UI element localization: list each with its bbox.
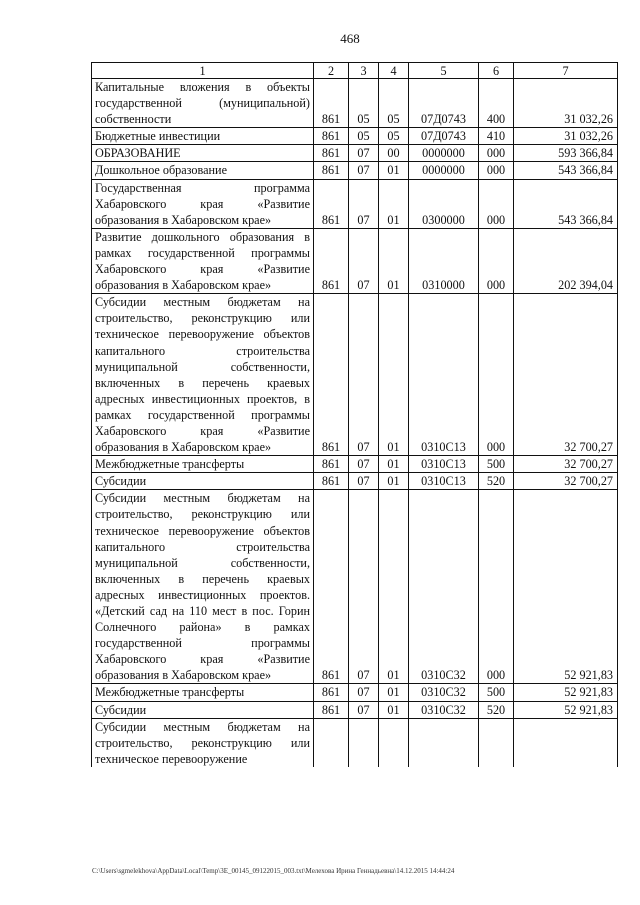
row-section-code: 07 — [349, 456, 379, 473]
row-section-code: 07 — [349, 294, 379, 456]
table-header-row — [92, 63, 618, 79]
row-target-article: 0310С13 — [409, 294, 479, 456]
row-expense-type: 500 — [479, 684, 514, 701]
row-target-article: 0000000 — [409, 145, 479, 162]
table-row — [92, 228, 618, 293]
row-expense-type: 500 — [479, 456, 514, 473]
row-section-code: 07 — [349, 228, 379, 293]
row-name: ОБРАЗОВАНИЕ — [92, 145, 314, 162]
row-ministry-code: 861 — [314, 701, 349, 718]
row-amount: 543 366,84 — [514, 179, 618, 228]
row-section-code: 05 — [349, 79, 379, 128]
column-header: 1 — [92, 63, 314, 79]
row-subsection-code: 00 — [379, 145, 409, 162]
row-amount: 31 032,26 — [514, 128, 618, 145]
column-header: 6 — [479, 63, 514, 79]
row-ministry-code: 861 — [314, 79, 349, 128]
row-name: Государственная программа Хабаровского края «Развитие образования в Хабаровском крае» — [92, 179, 314, 228]
row-subsection-code: 01 — [379, 179, 409, 228]
row-target-article — [409, 718, 479, 767]
row-expense-type: 000 — [479, 228, 514, 293]
row-amount: 52 921,83 — [514, 701, 618, 718]
row-ministry-code: 861 — [314, 128, 349, 145]
row-amount — [514, 718, 618, 767]
row-section-code: 07 — [349, 162, 379, 179]
row-target-article: 0310С32 — [409, 701, 479, 718]
row-name: Субсидии — [92, 701, 314, 718]
row-amount: 52 921,83 — [514, 684, 618, 701]
column-header: 4 — [379, 63, 409, 79]
table-row — [92, 179, 618, 228]
table-row — [92, 456, 618, 473]
row-section-code: 05 — [349, 128, 379, 145]
row-subsection-code: 01 — [379, 490, 409, 684]
row-ministry-code: 861 — [314, 228, 349, 293]
row-name: Дошкольное образование — [92, 162, 314, 179]
row-expense-type: 520 — [479, 701, 514, 718]
table-row — [92, 79, 618, 128]
row-amount: 202 394,04 — [514, 228, 618, 293]
row-subsection-code: 01 — [379, 162, 409, 179]
page-number: 468 — [340, 31, 360, 46]
row-subsection-code — [379, 718, 409, 767]
row-section-code: 07 — [349, 684, 379, 701]
row-name: Капитальные вложения в объекты государственной (муниципальной) собственности — [92, 79, 314, 128]
row-section-code: 07 — [349, 701, 379, 718]
row-ministry-code — [314, 718, 349, 767]
row-target-article: 07Д0743 — [409, 128, 479, 145]
row-amount: 32 700,27 — [514, 473, 618, 490]
row-amount: 52 921,83 — [514, 490, 618, 684]
row-amount: 593 366,84 — [514, 145, 618, 162]
row-subsection-code: 05 — [379, 79, 409, 128]
row-name: Субсидии местным бюджетам на строительство, реконструкцию или техническое перевооружение объектов капитального строительства муниципальной собственности, включенных в перечень краевых адресных инвестиционных проектов. «Детский сад на 110 мест в пос. Горин Солнечного района» в рамках государственной программы Хабаровского края «Развитие образования в Хабаровском крае» — [92, 490, 314, 684]
row-target-article: 0310С32 — [409, 684, 479, 701]
table-row — [92, 128, 618, 145]
row-amount: 31 032,26 — [514, 79, 618, 128]
row-section-code: 07 — [349, 473, 379, 490]
row-expense-type: 400 — [479, 79, 514, 128]
row-amount: 32 700,27 — [514, 456, 618, 473]
row-ministry-code: 861 — [314, 162, 349, 179]
column-header: 7 — [514, 63, 618, 79]
row-name: Межбюджетные трансферты — [92, 456, 314, 473]
row-expense-type — [479, 718, 514, 767]
row-target-article: 07Д0743 — [409, 79, 479, 128]
row-subsection-code: 01 — [379, 228, 409, 293]
row-section-code: 07 — [349, 145, 379, 162]
row-ministry-code: 861 — [314, 490, 349, 684]
row-expense-type: 000 — [479, 145, 514, 162]
column-header: 3 — [349, 63, 379, 79]
column-header: 5 — [409, 63, 479, 79]
row-ministry-code: 861 — [314, 684, 349, 701]
row-expense-type: 000 — [479, 162, 514, 179]
table-row — [92, 162, 618, 179]
row-subsection-code: 01 — [379, 473, 409, 490]
column-header: 2 — [314, 63, 349, 79]
row-section-code — [349, 718, 379, 767]
row-ministry-code: 861 — [314, 473, 349, 490]
row-subsection-code: 01 — [379, 456, 409, 473]
row-expense-type: 000 — [479, 294, 514, 456]
table-row — [92, 684, 618, 701]
row-amount: 32 700,27 — [514, 294, 618, 456]
row-expense-type: 520 — [479, 473, 514, 490]
row-target-article: 0310С13 — [409, 473, 479, 490]
row-target-article: 0310С13 — [409, 456, 479, 473]
row-amount: 543 366,84 — [514, 162, 618, 179]
row-target-article: 0000000 — [409, 162, 479, 179]
row-expense-type: 000 — [479, 179, 514, 228]
row-ministry-code: 861 — [314, 179, 349, 228]
table-row — [92, 490, 618, 684]
table-row — [92, 701, 618, 718]
table-row — [92, 145, 618, 162]
row-ministry-code: 861 — [314, 145, 349, 162]
row-expense-type: 000 — [479, 490, 514, 684]
file-path-footer: C:\Users\sgmelekhova\AppData\Local\Temp\3E_00145_09122015_003.txt\Мелехова Ирина Геннадьевна\14.12.2015 14:44:24 — [92, 867, 455, 875]
row-subsection-code: 01 — [379, 684, 409, 701]
row-name: Развитие дошкольного образования в рамках государственной программы Хабаровского края «Развитие образования в Хабаровском крае» — [92, 228, 314, 293]
row-name: Субсидии местным бюджетам на строительство, реконструкцию или техническое перевооружение — [92, 718, 314, 767]
row-subsection-code: 05 — [379, 128, 409, 145]
row-subsection-code: 01 — [379, 294, 409, 456]
row-name: Субсидии — [92, 473, 314, 490]
table-row — [92, 473, 618, 490]
row-expense-type: 410 — [479, 128, 514, 145]
budget-table — [91, 62, 618, 767]
table-row — [92, 294, 618, 456]
table-row — [92, 718, 618, 767]
row-subsection-code: 01 — [379, 701, 409, 718]
row-section-code: 07 — [349, 179, 379, 228]
row-section-code: 07 — [349, 490, 379, 684]
row-ministry-code: 861 — [314, 294, 349, 456]
row-ministry-code: 861 — [314, 456, 349, 473]
row-target-article: 0300000 — [409, 179, 479, 228]
row-name: Межбюджетные трансферты — [92, 684, 314, 701]
row-target-article: 0310000 — [409, 228, 479, 293]
row-name: Субсидии местным бюджетам на строительство, реконструкцию или техническое перевооружение объектов капитального строительства муниципальной собственности, включенных в перечень краевых адресных инвестиционных проектов, в рамках государственной программы Хабаровского края «Развитие образования в Хабаровском крае» — [92, 294, 314, 456]
row-name: Бюджетные инвестиции — [92, 128, 314, 145]
row-target-article: 0310С32 — [409, 490, 479, 684]
